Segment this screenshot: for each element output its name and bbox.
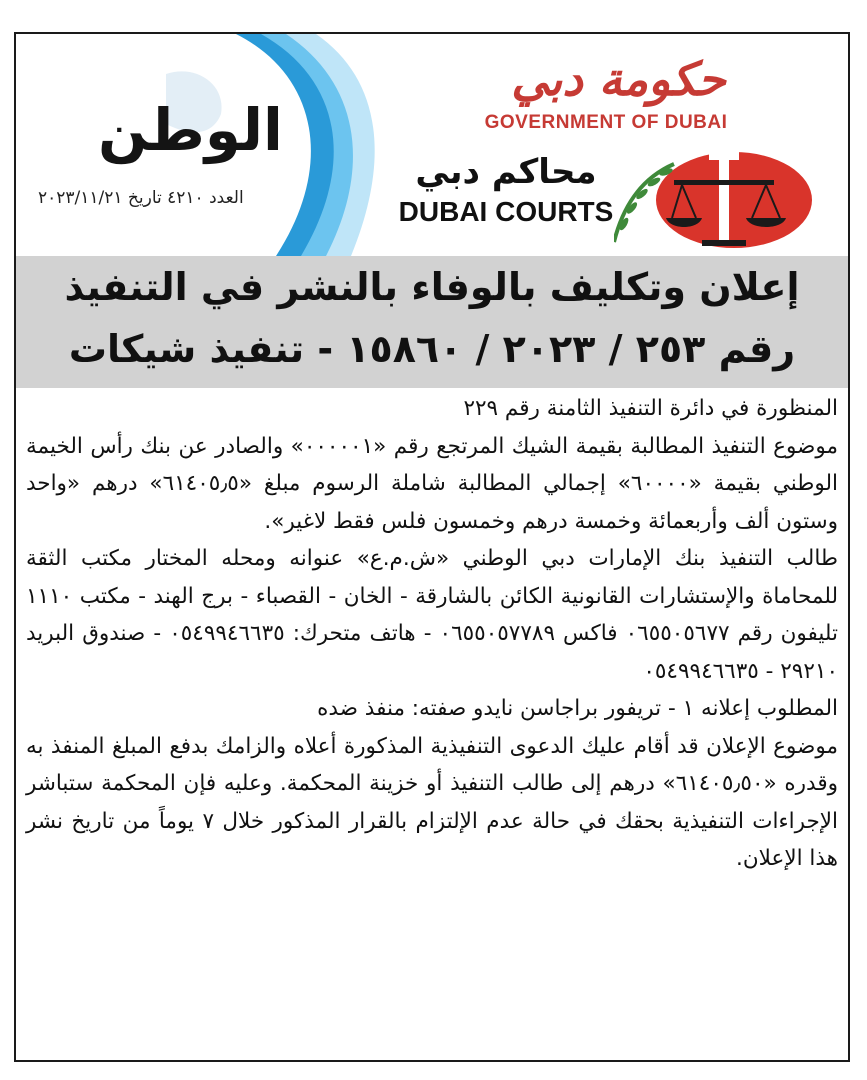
announcement-body [26, 390, 838, 878]
government-logo-arabic: حكومة دبي [511, 52, 726, 106]
case-number-title: رقم ٢٥٣ / ٢٠٢٣ / ١٥٨٦٠ - تنفيذ شيكات [68, 327, 796, 371]
body-paragraph-notice: موضوع الإعلان قد أقام عليك الدعوى التنفيذية المذكورة أعلاه والزامك بدفع المبلغ المنفذ به وقدره «٦١٤٠٥٫٥٠» درهم إلى طالب التنفيذ أو خزينة المحكمة. وعليه فإن المحكمة ستباشر الإجراءات التنفيذية بحقك في حالة عدم الإلتزام بالقرار المذكور خلال ٧ يوماً من تاريخ نشر هذا الإعلان. [26, 733, 838, 871]
scales-of-justice-icon [614, 142, 814, 252]
title-band [16, 256, 848, 388]
announcement-title: إعلان وتكليف بالوفاء بالنشر في التنفيذ [64, 265, 800, 309]
body-paragraph-court: المنظورة في دائرة التنفيذ الثامنة رقم ٢٢٩ [463, 396, 838, 421]
courts-logo-arabic: محاكم دبي [415, 152, 597, 192]
body-paragraph-claimant: طالب التنفيذ بنك الإمارات دبي الوطني «ش.م.ع» عنوانه ومحله المختار مكتب الثقة للمحاماة والإستشارات القانونية الكائن بالشارقة - الخان - القصباء - برج الهند - مكتب ١١١٠ تليفون رقم ٠٦٥٥٠٥٦٧٧ فاكس ٠٦٥٥٠٥٧٧٨٩ - هاتف متحرك: ٠٥٤٩٩٤٦٦٣٥ - صندوق البريد ٢٩٢١٠ - ٠٥٤٩٩٤٦٦٣٥ [26, 546, 839, 684]
courts-logo-english: DUBAI COURTS [398, 196, 614, 227]
header [16, 34, 848, 256]
body-paragraph-respondent: المطلوب إعلانه ١ - تريفور براجاسن نايدو صفته: منفذ ضده [317, 696, 838, 721]
announcement-frame [14, 32, 850, 1062]
issue-date-line: العدد ٤٢١٠ تاريخ ٢٠٢٣/١١/٢١ [38, 188, 244, 208]
government-logo-english: GOVERNMENT OF DUBAI [484, 112, 728, 133]
body-paragraph-subject: موضوع التنفيذ المطالبة بقيمة الشيك المرتجع رقم «٠٠٠٠٠١» والصادر عن بنك رأس الخيمة الوطني بقيمة «٦٠٠٠٠» إجمالي المطالبة شاملة الرسوم مبلغ «٦١٤٠٥٫٥» درهم «واحد وستون ألف وأربعمائة وخمسة درهم وخمسون فلس فقط لاغير». [26, 433, 838, 534]
newspaper-logo: الوطن [98, 96, 283, 164]
